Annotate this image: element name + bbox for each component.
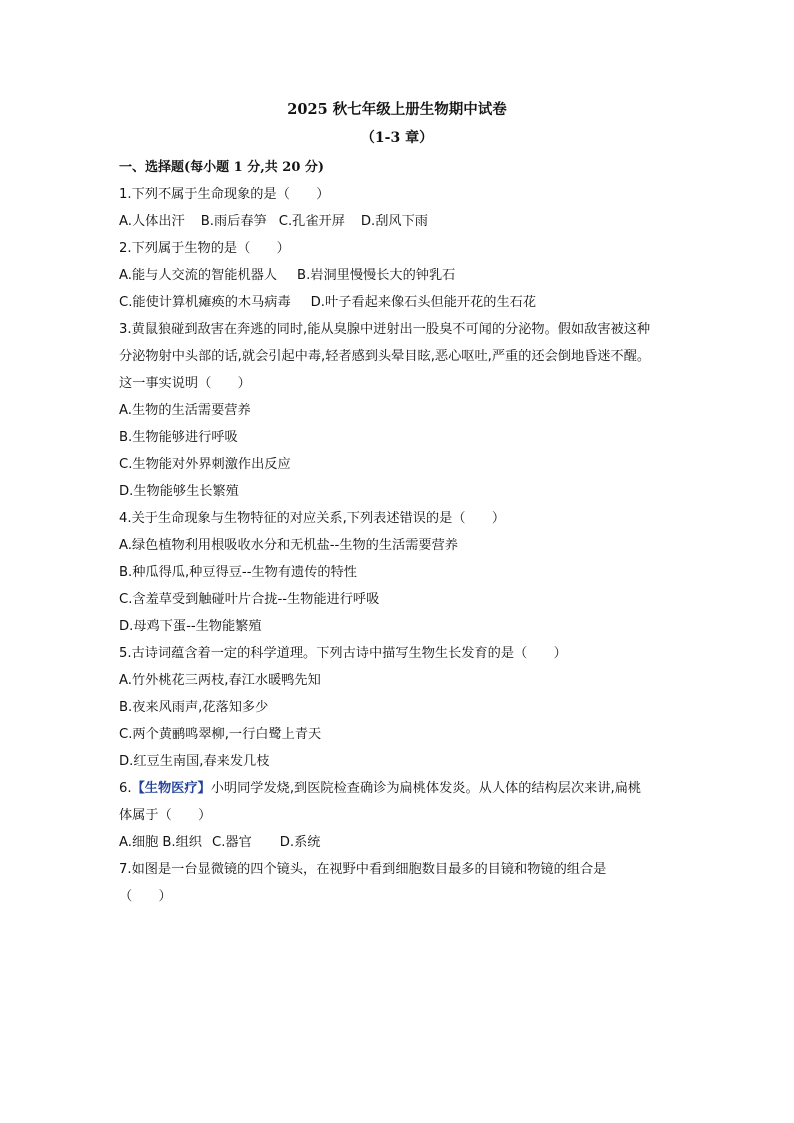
q4-option-d: D.母鸡下蛋--生物能繁殖 [119,619,262,634]
q3-option-b: B.生物能够进行呼吸 [119,430,238,445]
question-3-stem-line3: 这一事实说明（ ） [119,376,251,391]
question-2-options-row1 [119,262,689,289]
question-6-stem-line1 [119,775,689,802]
q5-option-c: C.两个黄鹂鸣翠柳,一行白鹭上青天 [119,727,322,742]
question-1-stem: 1.下列不属于生命现象的是（ ） [119,187,330,202]
q6-option-b: B.组织 [162,835,202,850]
q3-option-a: A.生物的生活需要营养 [119,403,251,418]
q6-option-c: C.器官 [211,835,252,850]
q1-option-a: A.人体出汗 [119,214,185,229]
q5-option-d: D.红豆生南国,春来发几枝 [119,754,270,769]
q1-option-c: C.孔雀开屏 [278,214,345,229]
q4-option-c: C.含羞草受到触碰叶片合拢--生物能进行呼吸 [119,592,380,607]
q2-option-b: B.岩洞里慢慢长大的钟乳石 [297,268,456,283]
q2-option-d: D.叶子看起来像石头但能开花的生石花 [310,295,537,310]
question-5-stem: 5.古诗词蕴含着一定的科学道理。下列古诗中描写生物生长发育的是（ ） [119,646,567,661]
q6-topic-tag: 【生物医疗】 [131,781,211,796]
question-7-stem-line2: （ ） [119,889,172,904]
section-heading: 一、选择题(每小题 1 分,共 20 分) [119,160,325,175]
q1-option-b: B.雨后春笋 [200,214,267,229]
question-3-stem-line2: 分泌物射中头部的话,就会引起中毒,轻者感到头晕目眩,恶心呕吐,严重的还会倒地昏迷不醒。 [119,349,651,364]
question-6-stem-line2: 体属于（ ） [119,808,212,823]
question-3-stem-line1: 3.黄鼠狼碰到敌害在奔逃的同时,能从臭腺中迸射出一股臭不可闻的分泌物。假如敌害被这种 [119,322,651,337]
q3-option-c: C.生物能对外界刺激作出反应 [119,457,291,472]
q6-number: 6. [119,781,132,796]
question-4-stem: 4.关于生命现象与生物特征的对应关系,下列表述错误的是（ ） [119,511,506,526]
q3-option-d: D.生物能够生长繁殖 [119,484,239,499]
question-2-stem: 2.下列属于生物的是（ ） [119,241,290,256]
q4-option-b: B.种瓜得瓜,种豆得豆--生物有遗传的特性 [119,565,357,580]
question-2-options-row2 [119,289,689,316]
q2-option-c: C.能使计算机瘫痪的木马病毒 [119,295,291,310]
q6-stem-text: 小明同学发烧,到医院检查确诊为扁桃体发炎。从人体的结构层次来讲,扁桃 [210,781,642,796]
question-1-options [119,208,689,235]
q5-option-a: A.竹外桃花三两枝,春江水暖鸭先知 [119,673,321,688]
q2-option-a: A.能与人交流的智能机器人 [119,268,278,283]
question-6-options [119,829,689,856]
q6-option-a: A.细胞 [119,835,159,850]
question-7-stem-line1: 7.如图是一台显微镜的四个镜头，在视野中看到细胞数目最多的目镜和物镜的组合是 [119,862,607,877]
q5-option-b: B.夜来风雨声,花落知多少 [119,700,269,715]
exam-title: 2025 秋七年级上册生物期中试卷 [287,101,507,118]
q6-option-d: D.系统 [279,835,321,850]
exam-content [119,154,689,910]
q4-option-a: A.绿色植物利用根吸收水分和无机盐--生物的生活需要营养 [119,538,458,553]
q1-option-d: D.刮风下雨 [360,214,428,229]
exam-subtitle: （1-3 章） [360,130,434,146]
